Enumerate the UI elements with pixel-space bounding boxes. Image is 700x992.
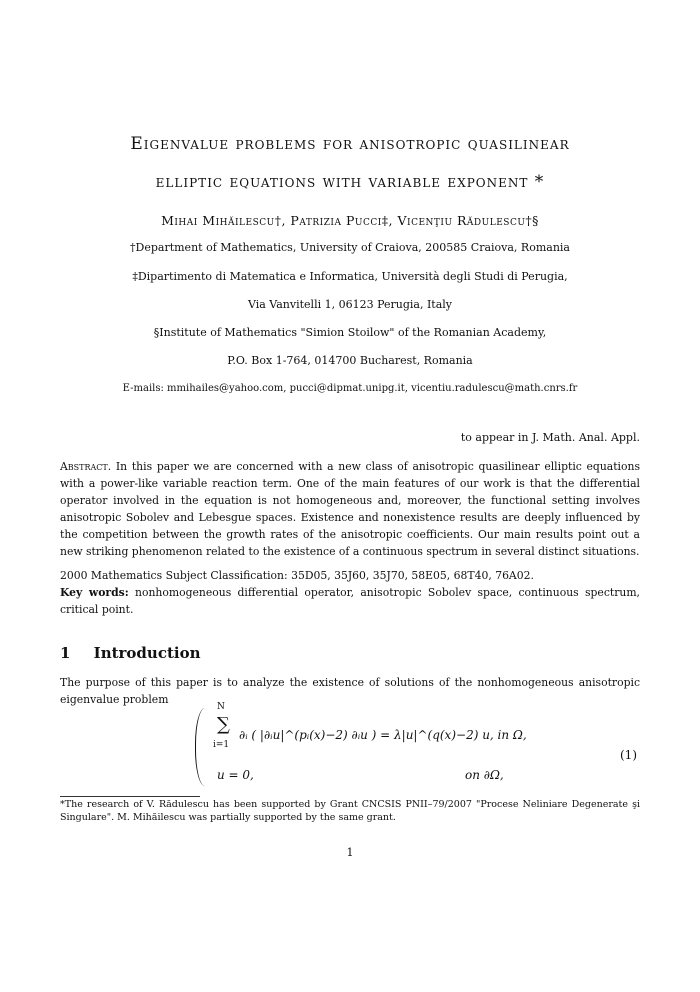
affiliation-2: ‡Dipartimento di Matematica e Informatica, Università degli Studi di Perugia, (132, 270, 568, 283)
equation-1 (195, 702, 640, 788)
affiliation-5: P.O. Box 1-764, 014700 Bucharest, Romania (227, 354, 473, 367)
equation-brace (195, 708, 208, 786)
abstract (60, 458, 640, 560)
sum-lower-limit: i=1 (213, 740, 230, 750)
section-heading (60, 644, 201, 662)
abstract-text: In this paper we are concerned with a new class of anisotropic quasilinear elliptic equations with a power-like variable reaction term. One of the main features of our work is that the differential operator involved in the equation is not homogeneous and, moreover, the functional setting involves anisotropic Sobolev and Lebesgue spaces. Existence and nonexistence results are deeply influenced by the competition between the growth rates of the anisotropic coefficients. Our main results point out a new striking phenomenon related to the existence of a continuous spectrum in several distinct situations. (60, 460, 641, 558)
page-number: 1 (346, 846, 354, 859)
email-line: E-mails: mmihailes@yahoo.com, pucci@dipmat.unipg.it, vicentiu.radulescu@math.cnrs.fr (122, 383, 578, 394)
intro-paragraph: The purpose of this paper is to analyze the existence of solutions of the nonhomogeneous anisotropic eigenvalue problem (60, 676, 640, 706)
section-number: 1 (60, 644, 71, 662)
equation-line-1: ∂ᵢ ( |∂ᵢu|^(pᵢ(x)−2) ∂ᵢu ) = λ|u|^(q(x)−2) u, in Ω, (239, 728, 527, 742)
paper-title-line-1: Eigenvalue problems for anisotropic quasilinear (130, 134, 570, 154)
submission-note: to appear in J. Math. Anal. Appl. (460, 431, 640, 444)
affiliation-1: †Department of Mathematics, University of Craiova, 200585 Craiova, Romania (130, 241, 570, 254)
keywords-text: nonhomogeneous differential operator, anisotropic Sobolev space, continuous spectrum, critical point. (60, 586, 640, 616)
paper-title-line-2: elliptic equations with variable exponent * (155, 172, 545, 192)
equation-number: (1) (620, 748, 637, 762)
section-title: Introduction (93, 644, 201, 662)
footnote: *The research of V. Rădulescu has been supported by Grant CNCSIS PNII–79/2007 "Procese Neliniare Degenerate şi Singulare". M. Mihăilescu was partially supported by the same grant. (60, 799, 640, 823)
msc-codes: 35D05, 35J60, 35J70, 58E05, 68T40, 76A02. (291, 569, 534, 582)
sum-upper-limit: N (217, 702, 225, 712)
equation-boundary-condition: on ∂Ω, (465, 768, 504, 782)
affiliation-4: §Institute of Mathematics "Simion Stoilow" of the Romanian Academy, (153, 326, 547, 339)
footnote-rule (60, 796, 200, 797)
keywords (60, 584, 640, 618)
author-list: Mihai Mihăilescu†, Patrizia Pucci‡, Vicenţiu Rădulescu†§ (161, 213, 539, 228)
msc-label: 2000 Mathematics Subject Classification: (60, 569, 288, 582)
sum-sign: ∑ (217, 714, 230, 735)
keywords-label: Key words: (60, 586, 129, 599)
equation-line-2: u = 0, (217, 768, 254, 782)
affiliation-3: Via Vanvitelli 1, 06123 Perugia, Italy (247, 298, 453, 311)
msc-classification (60, 567, 640, 584)
abstract-label: Abstract. (60, 460, 112, 473)
